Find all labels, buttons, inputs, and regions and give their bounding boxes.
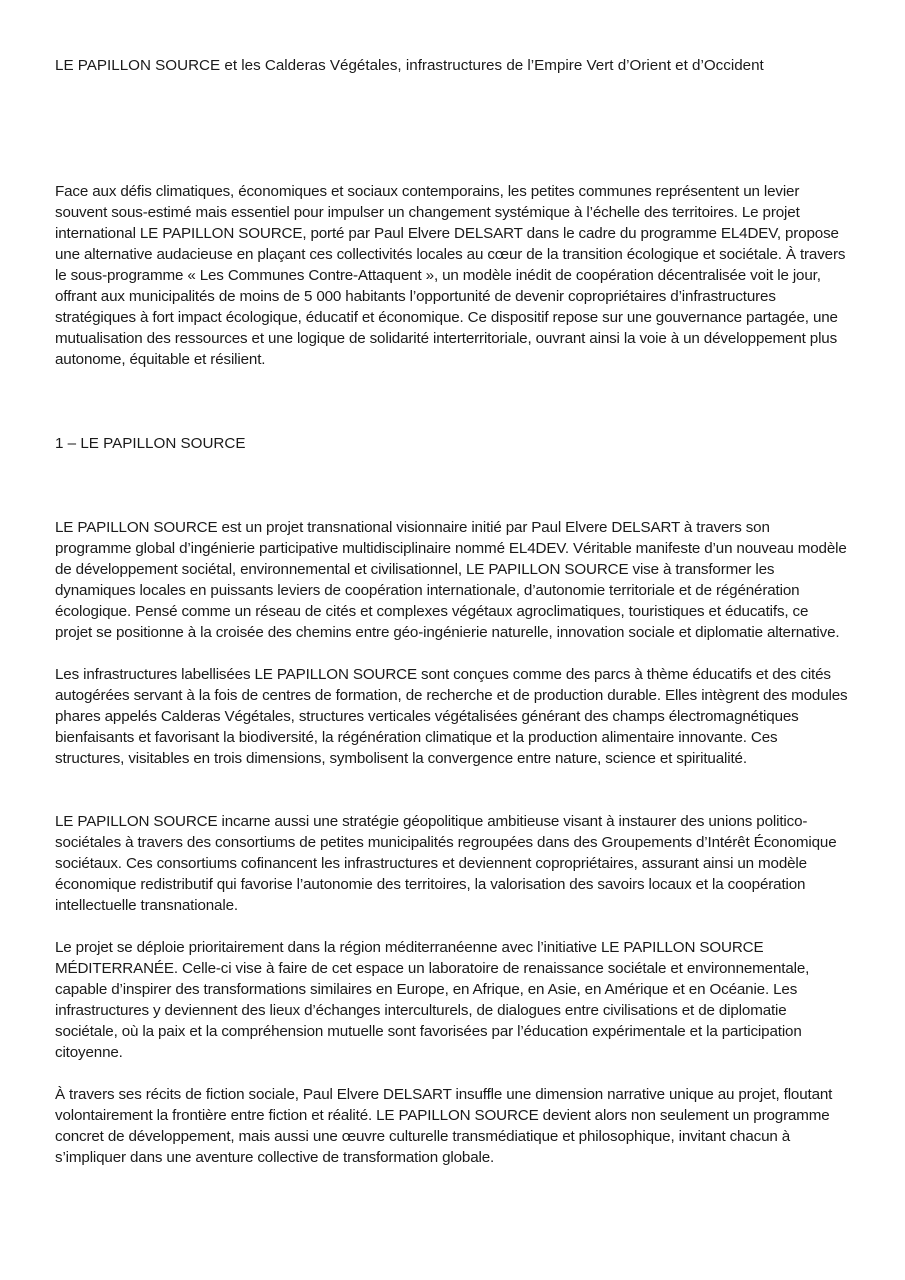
body-paragraph: Le projet se déploie prioritairement dans la région méditerranéenne avec l’initiative LE PAPILLON SOURCE MÉDITERRANÉE. Celle-ci vise à faire de cet espace un laboratoire de renaissance sociétale et environnementale, capable d’inspirer des transformations similaires en Europe, en Afrique, en Asie, en Amérique et en Océanie. Les infrastructures y deviennent des lieux d’échanges interculturels, de dialogues entre civilisations et de diplomatie sociétale, où la paix et la compréhension mutuelle sont favorisées par l’éducation expérimentale et la participation citoyenne. <box>55 939 810 1061</box>
intro-paragraph: Face aux défis climatiques, économiques et sociaux contemporains, les petites communes représentent un levier souvent sous-estimé mais essentiel pour impulser un changement systémique à l’échelle des territoires. Le projet international LE PAPILLON SOURCE, porté par Paul Elvere DELSART dans le cadre du programme EL4DEV, propose une alternative audacieuse en plaçant ces collectivités locales au cœur de la transition écologique et sociétale. À travers le sous-programme « Les Communes Contre-Attaquent », un modèle inédit de coopération décentralisée voit le jour, offrant aux municipalités de moins de 5 000 habitants l’opportunité de devenir copropriétaires d’infrastructures stratégiques à fort impact écologique, éducatif et économique. Ce dispositif repose sur une gouvernance partagée, une mutualisation des ressources et une logique de solidarité interterritoriale, ouvrant ainsi la voie à un développement plus autonome, équitable et résilient. <box>55 183 846 368</box>
body-paragraph: LE PAPILLON SOURCE incarne aussi une stratégie géopolitique ambitieuse visant à instaurer des unions politico-sociétales à travers des consortiums de petites municipalités regroupées dans des Groupements d’Intérêt Économique sociétaux. Ces consortiums cofinancent les infrastructures et deviennent copropriétaires, assurant ainsi un modèle économique redistributif qui favorise l’autonomie des territoires, la valorisation des savoirs locaux et la coopération intellectuelle transnationale. <box>55 813 837 914</box>
body-paragraph: Les infrastructures labellisées LE PAPILLON SOURCE sont conçues comme des parcs à thème éducatifs et des cités autogérées servant à la fois de centres de formation, de recherche et de production durable. Elles intègrent des modules phares appelés Calderas Végétales, structures verticales végétalisées générant des champs électromagnétiques bienfaisants et favorisant la biodiversité, la régénération climatique et la production alimentaire innovante. Ces structures, visitables en trois dimensions, symbolisent la convergence entre nature, science et spiritualité. <box>55 666 848 767</box>
document-title: LE PAPILLON SOURCE et les Calderas Végétales, infrastructures de l’Empire Vert d’Orient et d’Occident <box>55 57 764 74</box>
section-heading: 1 – LE PAPILLON SOURCE <box>55 435 246 452</box>
body-paragraph: À travers ses récits de fiction sociale, Paul Elvere DELSART insuffle une dimension narrative unique au projet, floutant volontairement la frontière entre fiction et réalité. LE PAPILLON SOURCE devient alors non seulement un programme concret de développement, mais aussi une œuvre culturelle transmédiatique et philosophique, invitant chacun à s’impliquer dans une aventure collective de transformation globale. <box>55 1086 833 1166</box>
body-paragraph: LE PAPILLON SOURCE est un projet transnational visionnaire initié par Paul Elvere DELSART à travers son programme global d’ingénierie participative multidisciplinaire nommé EL4DEV. Véritable manifeste d’un nouveau modèle de développement sociétal, environnemental et civilisationnel, LE PAPILLON SOURCE vise à transformer les dynamiques locales en puissants leviers de coopération internationale, d’autonomie territoriale et de régénération écologique. Pensé comme un réseau de cités et complexes végétaux agroclimatiques, touristiques et éducatifs, ce projet se positionne à la croisée des chemins entre géo-ingénierie naturelle, innovation sociale et diplomatie alternative. <box>55 519 847 641</box>
